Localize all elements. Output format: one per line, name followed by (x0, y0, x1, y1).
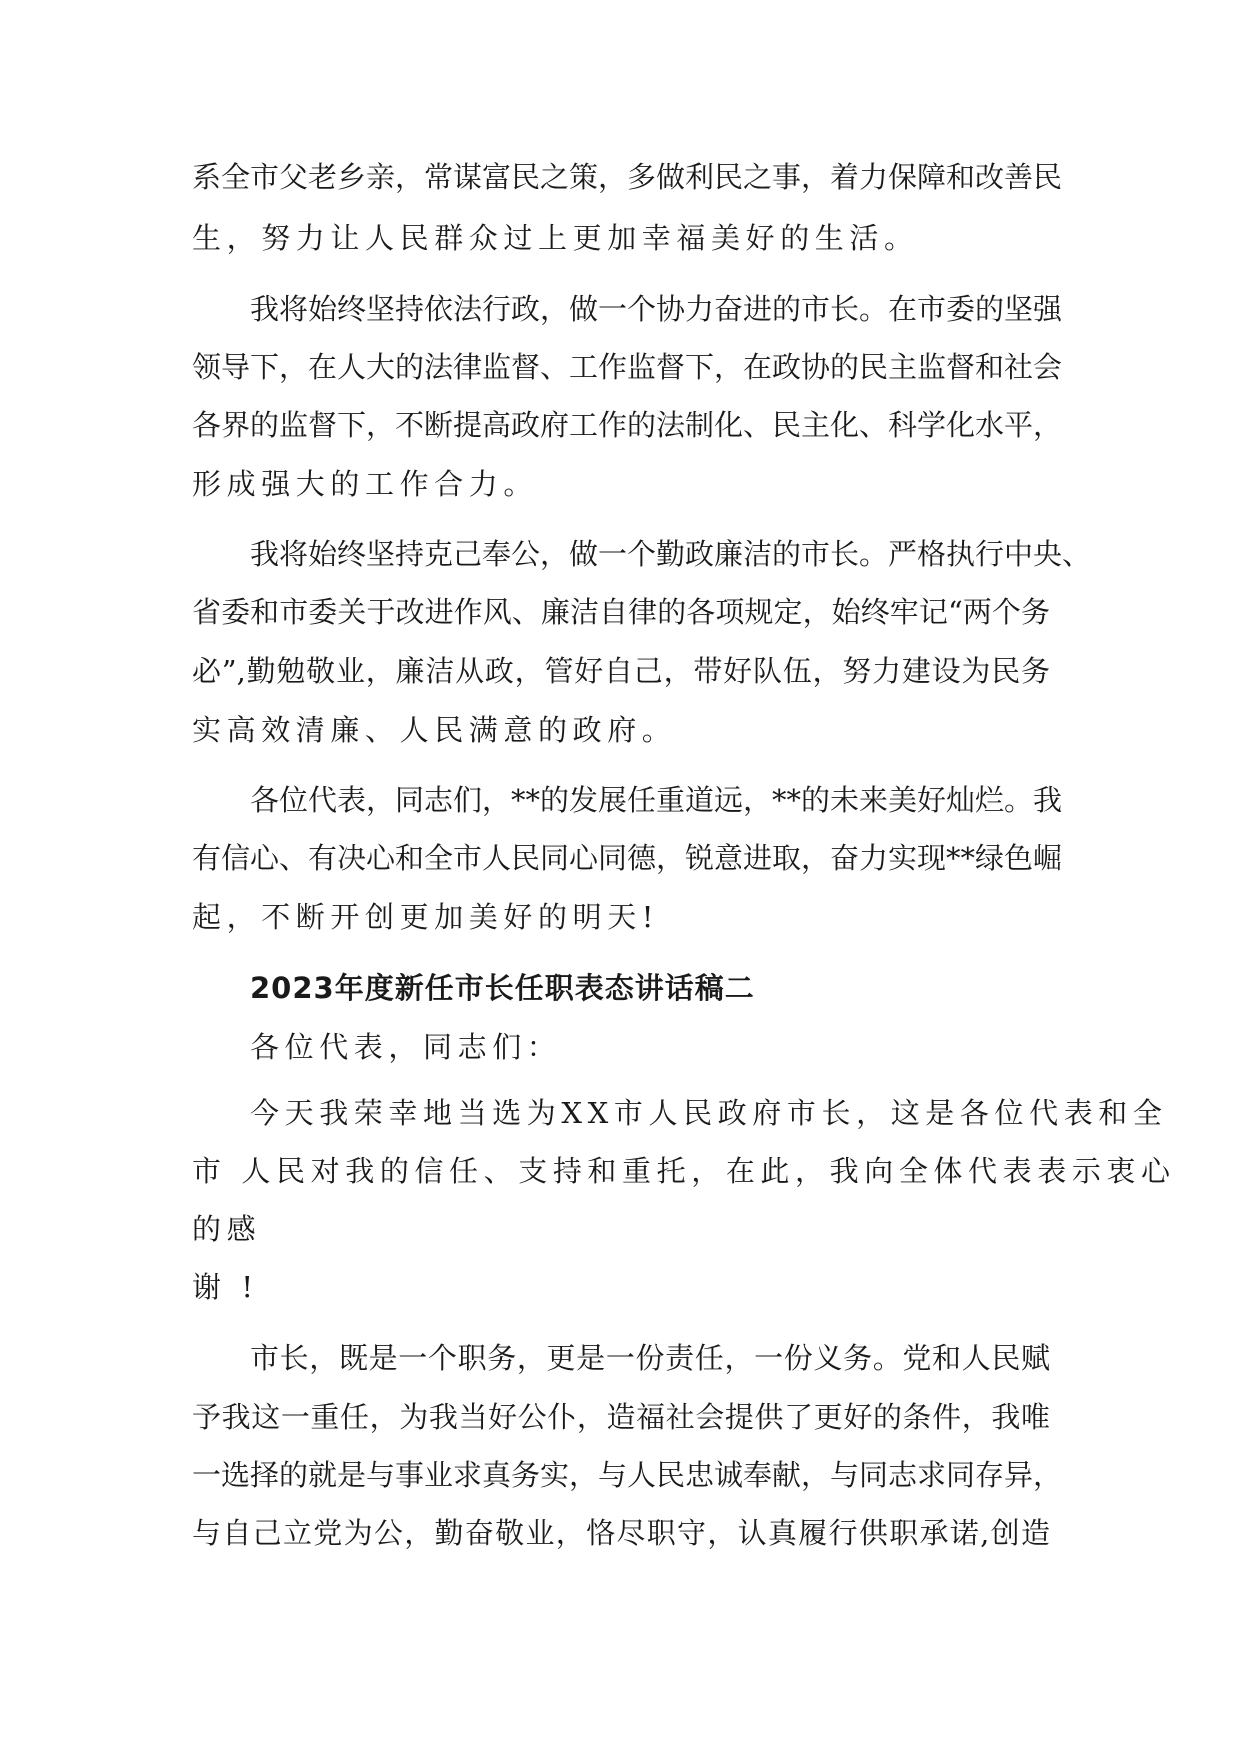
paragraph-line: 我将始终坚持依法行政，做一个协力奋进的市长。在市委的坚强 (250, 292, 1063, 326)
paragraph-line: 的感 (192, 1212, 262, 1246)
paragraph-line: 一选择的就是与事业求真务实，与人民忠诚奉献，与同志求同存异， (192, 1458, 1063, 1492)
paragraph-line: 领导下，在人大的法律监督、工作监督下，在政协的民主监督和社会 (192, 350, 1063, 384)
paragraph-line: 谢 ! (192, 1270, 259, 1304)
paragraph-line: 市长，既是一个职务，更是一份责任，一份义务。党和人民赋 (250, 1341, 1050, 1375)
paragraph-line: 市 人民对我的信任、支持和重托，在此，我向全体代表表示衷心 (192, 1154, 1176, 1188)
paragraph-line: 实高效清廉、人民满意的政府。 (192, 713, 677, 747)
paragraph-line: 予我这一重任，为我当好公仆，造福社会提供了更好的条件，我唯 (192, 1400, 1050, 1434)
paragraph-line: 我将始终坚持克己奉公，做一个勤政廉洁的市长。严格执行中央、 (250, 537, 1092, 571)
paragraph-line: 必”,勤勉敬业，廉洁从政，管好自己，带好队伍，努力建设为民务 (192, 654, 1050, 688)
paragraph-line: 今天我荣幸地当选为XX市人民政府市长，这是各位代表和全 (250, 1096, 1168, 1130)
paragraph-line: 起，不断开创更加美好的明天! (192, 900, 660, 934)
paragraph-line: 与自己立党为公，勤奋敬业，恪尽职守，认真履行供职承诺,创造 (192, 1516, 1050, 1550)
paragraph-line: 各位代表，同志们，**的发展任重道远，**的未来美好灿烂。我 (250, 783, 1063, 817)
paragraph-line: 各位代表，同志们： (250, 1030, 562, 1064)
paragraph-line: 有信心、有决心和全市人民同心同德，锐意进取，奋力实现**绿色崛 (192, 841, 1063, 875)
paragraph-line: 生，努力让人民群众过上更加幸福美好的生活。 (192, 221, 919, 255)
paragraph-line: 系全市父老乡亲，常谋富民之策，多做利民之事，着力保障和改善民 (192, 160, 1063, 194)
paragraph-line: 省委和市委关于改进作风、廉洁自律的各项规定，始终牢记“两个务 (192, 595, 1050, 629)
paragraph-line: 形成强大的工作合力。 (192, 467, 539, 501)
section-heading: 2023年度新任市长任职表态讲话稿二 (250, 971, 755, 1005)
paragraph-line: 各界的监督下，不断提高政府工作的法制化、民主化、科学化水平， (192, 408, 1063, 442)
